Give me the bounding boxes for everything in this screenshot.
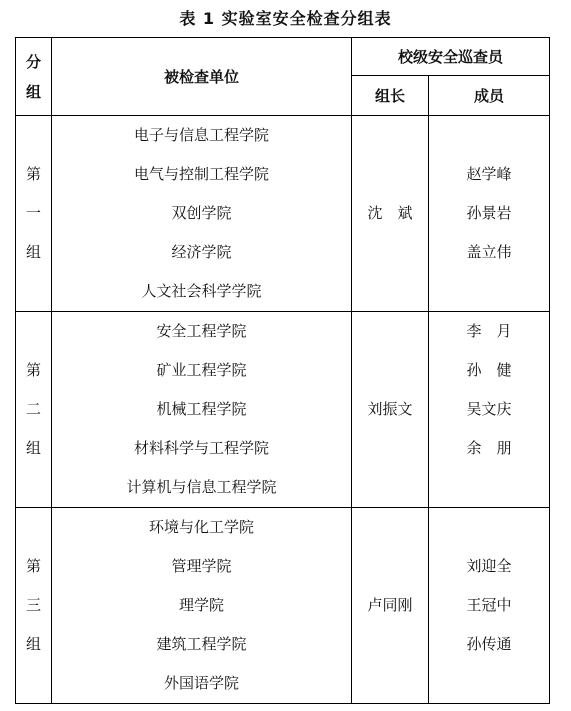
- inspection-group-table: [15, 37, 550, 704]
- member-name: 李 月: [466, 322, 512, 340]
- leader-header: 组长: [352, 76, 429, 116]
- member-name: 王冠中: [466, 596, 512, 614]
- unit-list: [52, 116, 352, 312]
- group-label-char: 组: [25, 635, 41, 653]
- unit-item: 人文社会科学学院: [141, 282, 262, 300]
- group-leader: [352, 116, 429, 312]
- group-leader: [352, 508, 429, 704]
- inspectors-header: 校级安全巡查员: [352, 38, 550, 76]
- unit-item: 材料科学与工程学院: [133, 439, 269, 457]
- unit-item: 管理学院: [171, 557, 232, 575]
- group-label-char: 第: [25, 361, 41, 379]
- unit-list: [52, 508, 352, 704]
- unit-item: 建筑工程学院: [156, 635, 247, 653]
- member-name: 孙 健: [466, 361, 512, 379]
- group-label: [16, 116, 52, 312]
- unit-item: 经济学院: [171, 243, 232, 261]
- group-label-char: 二: [25, 400, 41, 418]
- table-title: 表 1 实验室安全检查分组表: [179, 9, 392, 28]
- group-label-char: 组: [25, 439, 41, 457]
- unit-item: 环境与化工学院: [148, 518, 254, 536]
- group-label-char: 第: [25, 557, 41, 575]
- member-name: 孙传通: [466, 635, 512, 653]
- group-header-char: 分: [25, 52, 41, 71]
- unit-item: 双创学院: [171, 204, 232, 222]
- member-list: [429, 116, 550, 312]
- leader-name: 沈 斌: [367, 204, 413, 222]
- group-header: [16, 38, 52, 116]
- group-label-char: 三: [25, 596, 41, 614]
- unit-item: 理学院: [178, 596, 224, 614]
- group-label-char: 一: [25, 204, 41, 222]
- group-leader: [352, 312, 429, 508]
- group-label: [16, 312, 52, 508]
- unit-header: 被检查单位: [52, 38, 352, 116]
- unit-list: [52, 312, 352, 508]
- group-label-char: 第: [25, 165, 41, 183]
- table-row: [16, 116, 550, 312]
- group-label-char: 组: [25, 243, 41, 261]
- leader-name: 刘振文: [367, 400, 413, 418]
- members-header: 成员: [429, 76, 550, 116]
- unit-item: 机械工程学院: [156, 400, 247, 418]
- group-label: [16, 508, 52, 704]
- unit-item: 矿业工程学院: [156, 361, 247, 379]
- leader-name: 卢同刚: [367, 596, 413, 614]
- member-list: [429, 312, 550, 508]
- member-name: 孙景岩: [466, 204, 512, 222]
- unit-item: 安全工程学院: [156, 322, 247, 340]
- unit-item: 电子与信息工程学院: [133, 126, 269, 144]
- table-row: [16, 312, 550, 508]
- group-header-char: 组: [25, 82, 41, 101]
- unit-item: 电气与控制工程学院: [133, 165, 269, 183]
- member-name: 赵学峰: [466, 165, 512, 183]
- member-name: 余 朋: [466, 439, 512, 457]
- unit-item: 外国语学院: [163, 674, 239, 692]
- member-name: 盖立伟: [466, 243, 512, 261]
- table-row: [16, 508, 550, 704]
- member-name: 吴文庆: [466, 400, 512, 418]
- unit-item: 计算机与信息工程学院: [126, 478, 277, 496]
- header-row-1: [16, 38, 550, 76]
- member-list: [429, 508, 550, 704]
- member-name: 刘迎全: [466, 557, 512, 575]
